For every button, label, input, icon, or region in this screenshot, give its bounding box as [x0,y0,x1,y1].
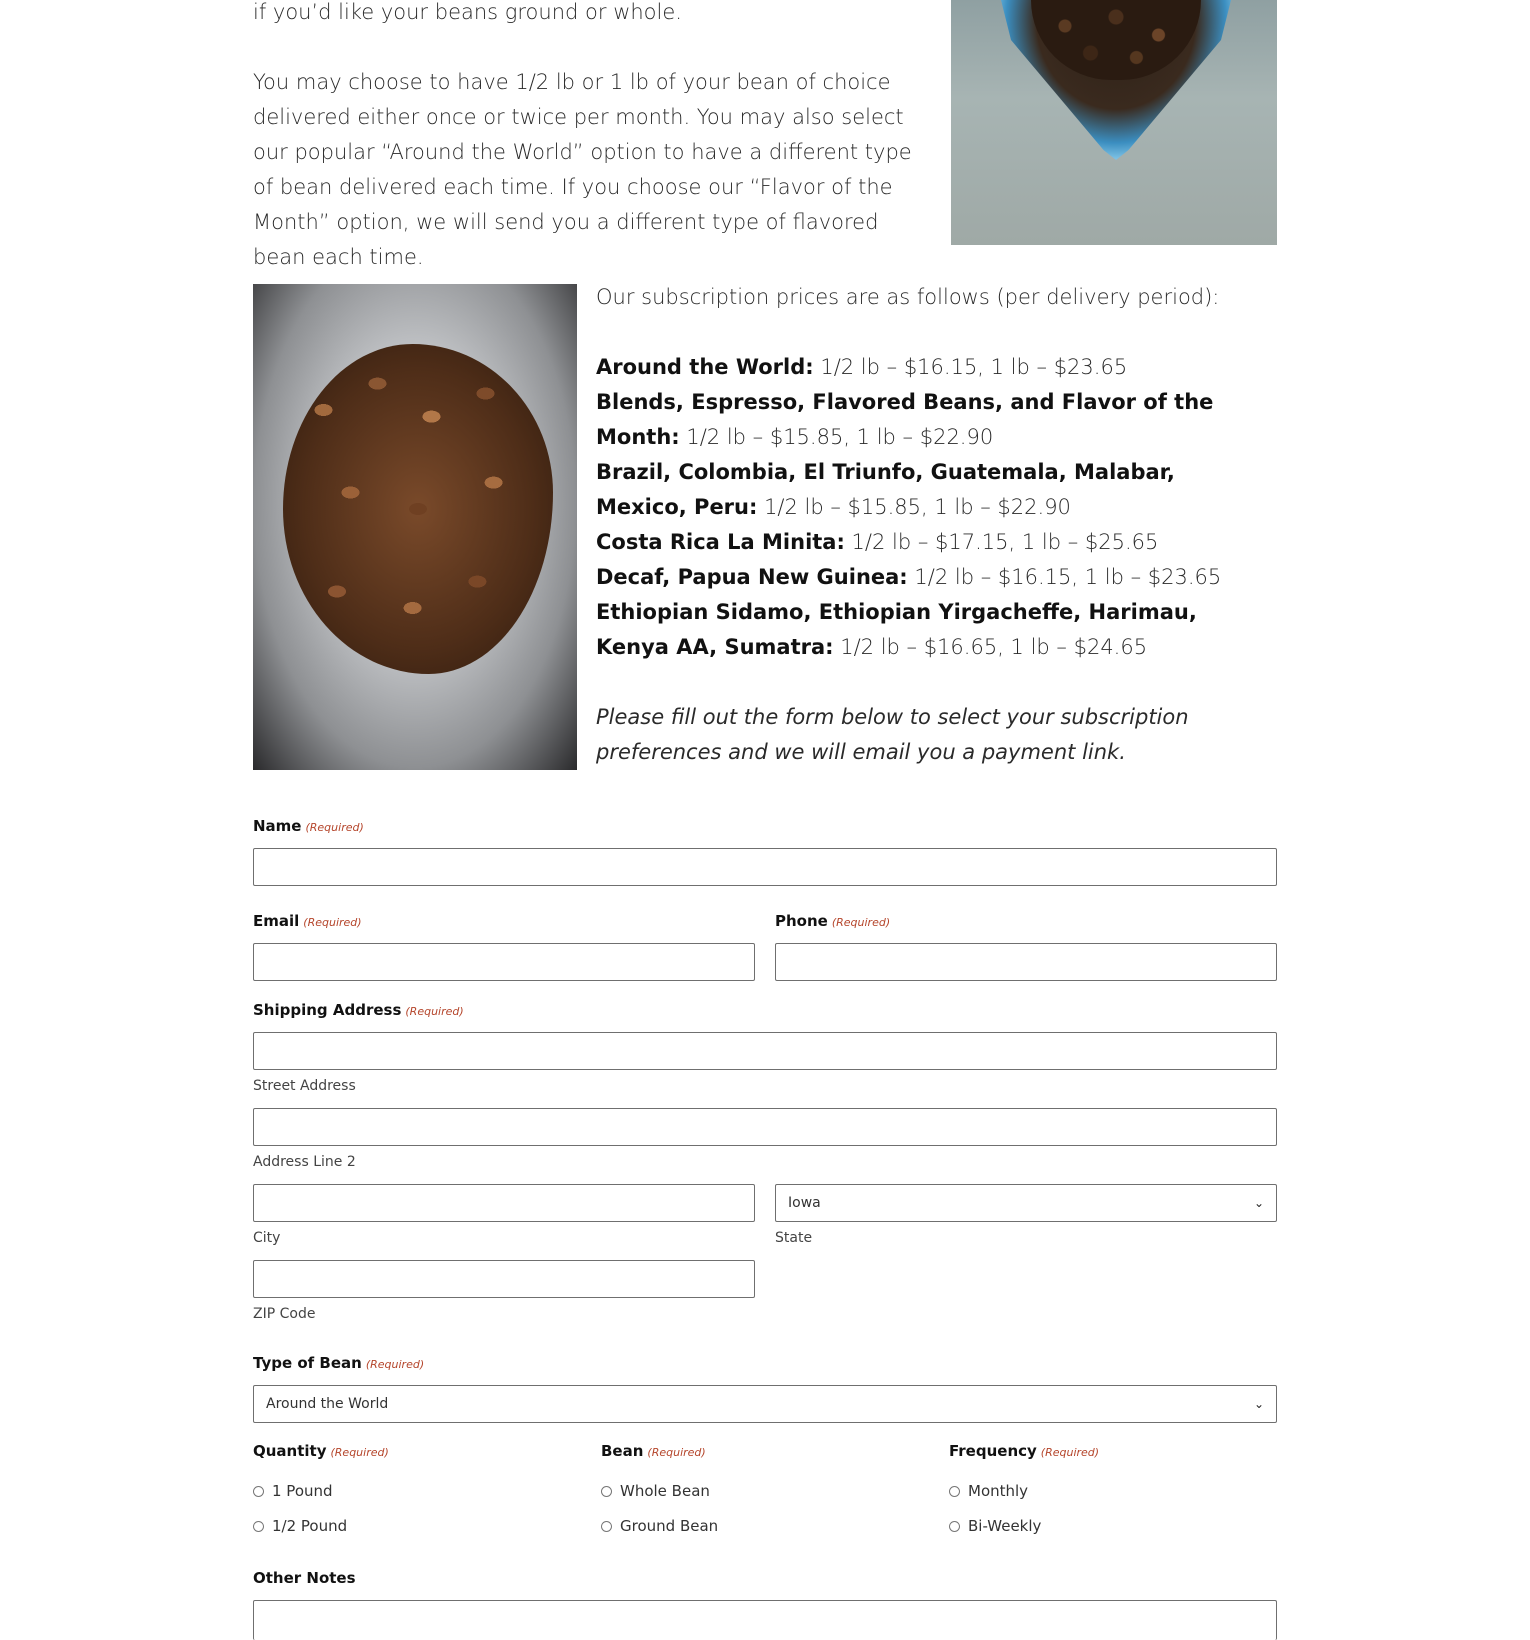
quantity-option-half-pound[interactable] [253,1517,347,1535]
price-item-name: Ethiopian Sidamo, Ethiopian Yirgacheffe, Harimau, Kenya AA, Sumatra: [596,600,1197,659]
radio-button[interactable] [601,1486,612,1497]
email-label [253,911,362,930]
coffee-beans-photo [253,284,577,770]
bean-pile-shape [283,344,553,674]
bean-label [601,1441,706,1460]
coffee-bag-photo [951,0,1277,245]
intro-line-partial: if you’d like your beans ground or whole. [253,0,682,24]
required-text: (Required) [831,916,891,929]
price-item-name: Brazil, Colombia, El Triunfo, Guatemala, Malabar, Mexico, Peru: [596,460,1175,519]
address-line2-input[interactable] [253,1108,1277,1146]
required-text: (Required) [647,1446,706,1459]
address-line2-sublabel: Address Line 2 [253,1154,356,1170]
radio-label: Bi-Weekly [968,1517,1042,1535]
prices-note: Please fill out the form below to select your subscription preferences and we will email you a payment link. [596,705,1189,764]
price-item-name: Decaf, Papua New Guinea: [596,565,908,589]
price-item-value: 1/2 lb – $16.15, 1 lb – $23.65 [907,565,1222,589]
radio-button[interactable] [253,1486,264,1497]
price-item-name: Costa Rica La Minita: [596,530,845,554]
email-label-text: Email [253,912,300,930]
chevron-down-icon: ⌄ [1253,1196,1264,1210]
state-sublabel: State [775,1230,813,1246]
notes-textarea[interactable] [253,1600,1277,1640]
price-item [596,385,1286,455]
name-label-text: Name [253,817,302,835]
required-text: (Required) [1040,1446,1100,1459]
bean-option-ground[interactable] [601,1517,718,1535]
bean-label-text: Bean [601,1442,644,1460]
street-address-input[interactable] [253,1032,1277,1070]
phone-label [775,911,890,930]
radio-button[interactable] [601,1521,612,1532]
frequency-option-monthly[interactable] [949,1482,1028,1500]
bean-option-whole[interactable] [601,1482,710,1500]
intro-paragraph: You may choose to have 1/2 lb or 1 lb of your bean of choice delivered either once or twice per month. You may also select our popular “Around the World” option to have a different type of bean delivered each time. If you choose our “Flavor of the Month” option, we will send you a different type of flavored bean each time. [253,70,912,269]
zip-input[interactable] [253,1260,755,1298]
required-text: (Required) [330,1446,389,1459]
radio-button[interactable] [949,1521,960,1532]
quantity-option-1-pound[interactable] [253,1482,333,1500]
street-address-sublabel: Street Address [253,1078,356,1094]
radio-label: Monthly [968,1482,1029,1500]
price-item [596,560,1286,595]
notes-label [253,1568,356,1587]
radio-label: Ground Bean [620,1517,719,1535]
email-input[interactable] [253,943,755,981]
frequency-label [949,1441,1099,1460]
price-item-value: 1/2 lb – $15.85, 1 lb – $22.90 [757,495,1071,519]
radio-label: Whole Bean [620,1482,710,1500]
notes-label-text: Other Notes [253,1569,356,1587]
required-text: (Required) [405,1005,464,1018]
bean-type-label [253,1353,424,1372]
price-item-name: Blends, Espresso, Flavored Beans, and Flavor of the Month: [596,390,1214,449]
bean-type-label-text: Type of Bean [253,1354,362,1372]
state-select[interactable] [775,1184,1277,1222]
price-item [596,350,1286,385]
city-sublabel: City [253,1230,281,1246]
prices-section [596,280,1286,770]
price-item-value: 1/2 lb – $16.15, 1 lb – $23.65 [813,355,1128,379]
price-item-name: Around the World: [596,355,814,379]
name-label [253,816,364,835]
bean-type-select[interactable] [253,1385,1277,1423]
price-item [596,525,1286,560]
prices-heading: Our subscription prices are as follows (per delivery period): [596,285,1220,309]
address-label [253,1000,464,1019]
price-item-value: 1/2 lb – $17.15, 1 lb – $25.65 [844,530,1159,554]
required-text: (Required) [303,916,362,929]
price-item [596,595,1236,665]
radio-label: 1/2 Pound [272,1517,348,1535]
required-text: (Required) [305,821,364,834]
frequency-label-text: Frequency [949,1442,1037,1460]
name-input[interactable] [253,848,1277,886]
phone-label-text: Phone [775,912,828,930]
address-label-text: Shipping Address [253,1001,402,1019]
quantity-label [253,1441,389,1460]
zip-sublabel: ZIP Code [253,1306,316,1322]
frequency-option-biweekly[interactable] [949,1517,1041,1535]
bean-type-select-value: Around the World [266,1396,389,1412]
radio-label: 1 Pound [272,1482,333,1500]
phone-input[interactable] [775,943,1277,981]
price-item-value: 1/2 lb – $15.85, 1 lb – $22.90 [679,425,994,449]
required-text: (Required) [365,1358,425,1371]
price-item-value: 1/2 lb – $16.65, 1 lb – $24.65 [833,635,1148,659]
radio-button[interactable] [949,1486,960,1497]
price-item [596,455,1196,525]
quantity-label-text: Quantity [253,1442,327,1460]
city-input[interactable] [253,1184,755,1222]
radio-button[interactable] [253,1521,264,1532]
state-select-value: Iowa [788,1195,821,1211]
chevron-down-icon: ⌄ [1253,1397,1264,1411]
